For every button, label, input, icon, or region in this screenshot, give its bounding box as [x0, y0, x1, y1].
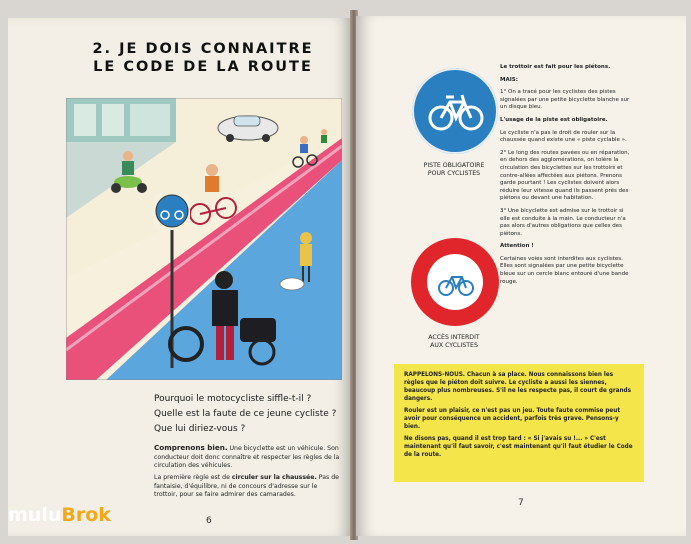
logo-part-1: mulu [8, 504, 62, 526]
sign1-caption-line1: PISTE OBLIGATOIRE [423, 162, 485, 169]
para1-text: Une bicyclette est un véhicule. Son conducteur doit donc connaître et respecter les règles de la circulation des véhicules. [154, 445, 340, 470]
watermark-logo [8, 504, 111, 526]
para1-bold: Comprenons bien. [154, 443, 228, 452]
right-page [356, 16, 686, 536]
sign2-caption-line2: AUX CYCLISTES [430, 342, 478, 349]
sign1-caption-line2: POUR CYCLISTES [427, 170, 481, 177]
no-cycling-sign [411, 238, 499, 326]
car [218, 116, 278, 142]
mandatory-cycle-path-sign [412, 68, 498, 154]
question-2: Quelle est la faute de ce jeune cycliste ? [154, 409, 337, 419]
paragraph-2 [154, 474, 340, 500]
question-3: Que lui diriez-vous ? [154, 424, 246, 434]
page-number-left: 6 [206, 516, 212, 526]
bicycle-icon-blue [411, 238, 499, 326]
rule-line: Certaines voies sont interdites aux cyclistes. Elles sont signalées par une petite bicyclette bleue sur un cercle blanc entouré d'une bande rouge. [500, 255, 629, 285]
page-number-right: 7 [518, 498, 524, 508]
reminder-paragraph: RAPPELONS-NOUS. Chacun à sa place. Nous connaissons bien les règles que le piéton doit suivre. Le cycliste a aussi les siennes, beaucoup plus nombreuses. S'il ne les respecte pas, il court de grands dangers. [404, 372, 632, 402]
reminder-paragraph: Ne disons pas, quand il est trop tard : « Si j'avais su !... » C'est maintenant qu'il faut savoir, c'est maintenant qu'il faut étudier le Code de la route. [404, 436, 633, 458]
para2-start: La première règle est de [154, 474, 232, 481]
para2-bold: circuler sur la chaussée. [231, 474, 317, 481]
rule-line: Attention ! [500, 243, 534, 250]
title-line-1: 2. JE DOIS CONNAITRE [92, 41, 314, 57]
rules-column [500, 64, 630, 291]
left-page [8, 18, 352, 536]
rule-line: L'usage de la piste est obligatoire. [500, 116, 608, 123]
rule-line: Le trottoir est fait pour les piétons. [500, 64, 611, 70]
para2-end: Pas de fantaisie, d'équilibre, ni de concours d'adresse sur le trottoir, pour se faire admirer des camarades. [154, 474, 339, 499]
rule-line: 1° On a tracé pour les cyclistes des pistes signalées par une petite bicyclette blanche sur un disque bleu. [500, 89, 630, 111]
street-illustration [66, 98, 342, 380]
logo-part-2: Brok [61, 504, 111, 526]
rule-line: 2° Le long des routes pavées ou en réparation, en dehors des agglomérations, on tolère la circulation des bicyclettes sur les trottoirs et contre-allées affectées aux piétons. Prenons garde pourtant ! Les cyclistes doivent alors réduire leur vitesse quand ils passent près des piétons ou devant une habitation. [500, 149, 630, 202]
title-line-2: LE CODE DE LA ROUTE [93, 59, 313, 75]
question-1: Pourquoi le motocycliste siffle-t-il ? [154, 394, 312, 404]
sign2-caption [404, 334, 504, 350]
rule-line: Le cycliste n'a pas le droit de rouler sur la chaussée quand existe une « piste cyclable ». [500, 129, 627, 144]
reminder-box [394, 364, 644, 482]
sign2-caption-line1: ACCÈS INTERDIT [428, 334, 480, 341]
sign1-caption [404, 162, 504, 178]
reminder-paragraph: Rouler est un plaisir, ce n'est pas un jeu. Toute faute commise peut avoir pour conséquence un accident, parfois très grave. Pensons-y bien. [404, 408, 621, 430]
page-title [68, 40, 338, 76]
open-book [8, 10, 686, 540]
rule-line: 3° Une bicyclette est admise sur le trottoir si elle est conduite à la main. Le conducteur n'a pas alors d'autres obligations que celles des piétons. [500, 207, 626, 237]
bicycle-icon [412, 68, 498, 154]
rule-line: MAIS: [500, 76, 518, 83]
paragraph-1 [154, 444, 340, 471]
